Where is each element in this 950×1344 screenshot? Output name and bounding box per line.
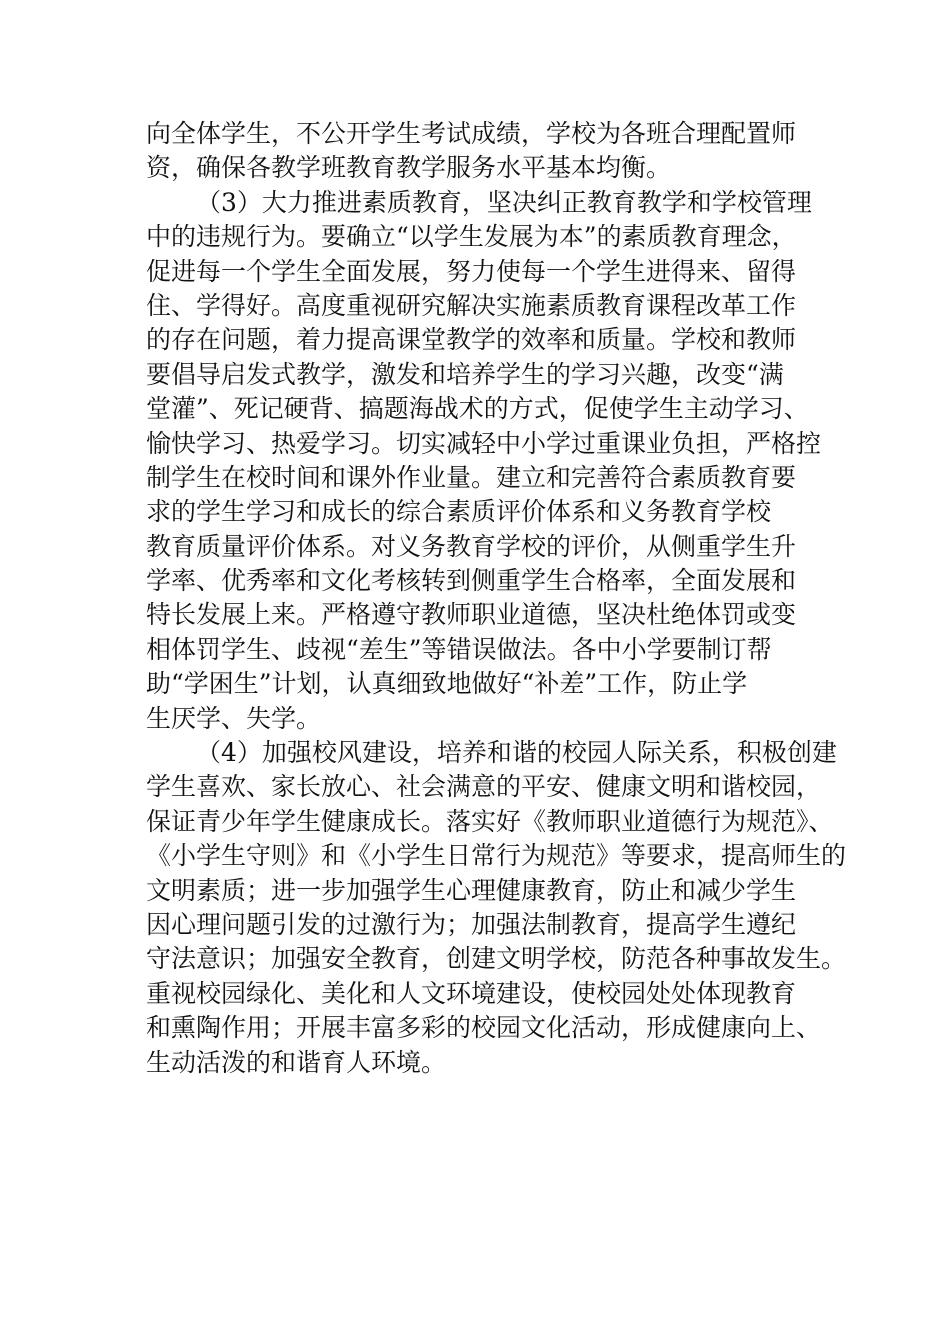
text-line: 生动活泼的和谐育人环境。 (146, 1047, 447, 1077)
text-line: 和熏陶作用；开展丰富多彩的校园文化活动，形成健康向上、 (146, 1013, 822, 1043)
paragraph-start-line: （4）加强校风建设，培养和谐的校园人际关系，积极创建 (196, 738, 837, 768)
document-body (146, 117, 847, 1080)
text-line: 向全体学生，不公开学生考试成绩，学校为各班合理配置师 (146, 119, 797, 148)
text-line: 愉快学习、热爱学习。切实减轻中小学过重课业负担，严格控 (146, 428, 822, 458)
text-line: 生厌学、失学。 (146, 703, 322, 733)
text-line: 相体罚学生、歧视“差生”等错误做法。各中小学要制订帮 (146, 634, 772, 664)
text-line: 重视校园绿化、美化和人文环境建设，使校园处处体现教育 (146, 978, 797, 1008)
text-line: 因心理问题引发的过激行为；加强法制教育，提高学生遵纪 (146, 909, 797, 939)
text-line: 中的违规行为。要确立“以学生发展为本”的素质教育理念， (146, 222, 797, 252)
text-line: 《小学生守则》和《小学生日常行为规范》等要求，提高师生的 (146, 841, 847, 871)
text-line: 促进每一个学生全面发展，努力使每一个学生进得来、留得 (146, 256, 797, 286)
text-line: 要倡导启发式教学，激发和培养学生的学习兴趣，改变“满 (146, 359, 784, 389)
text-line: 文明素质；进一步加强学生心理健康教育，防止和减少学生 (146, 875, 797, 905)
text-line: 助“学困生”计划，认真细致地做好“补差”工作，防止学 (146, 669, 748, 699)
text-line: 保证青少年学生健康成长。落实好《教师职业道德行为规范》、 (146, 806, 834, 836)
text-line: 学率、优秀率和文化考核转到侧重学生合格率，全面发展和 (146, 566, 797, 596)
text-line: 制学生在校时间和课外作业量。建立和完善符合素质教育要 (146, 462, 797, 492)
text-line: 教育质量评价体系。对义务教育学校的评价，从侧重学生升 (146, 531, 797, 561)
text-line: 资，确保各教学班教育教学服务水平基本均衡。 (146, 153, 672, 183)
text-line: 学生喜欢、家长放心、社会满意的平安、健康文明和谐校园， (146, 772, 822, 802)
text-line: 住、学得好。高度重视研究解决实施素质教育课程改革工作 (146, 290, 797, 320)
text-line: 堂灌”、死记硬背、搞题海战术的方式，促使学生主动学习、 (146, 394, 809, 424)
text-line: 特长发展上来。严格遵守教师职业道德，坚决杜绝体罚或变 (146, 600, 797, 630)
text-line: 求的学生学习和成长的综合素质评价体系和义务教育学校 (146, 497, 772, 527)
paragraph-start-line: （3）大力推进素质教育，坚决纠正教育教学和学校管理 (196, 187, 812, 217)
text-line: 守法意识；加强安全教育，创建文明学校，防范各种事故发生。 (146, 944, 847, 974)
text-line: 的存在问题，着力提高课堂教学的效率和质量。学校和教师 (146, 325, 797, 355)
